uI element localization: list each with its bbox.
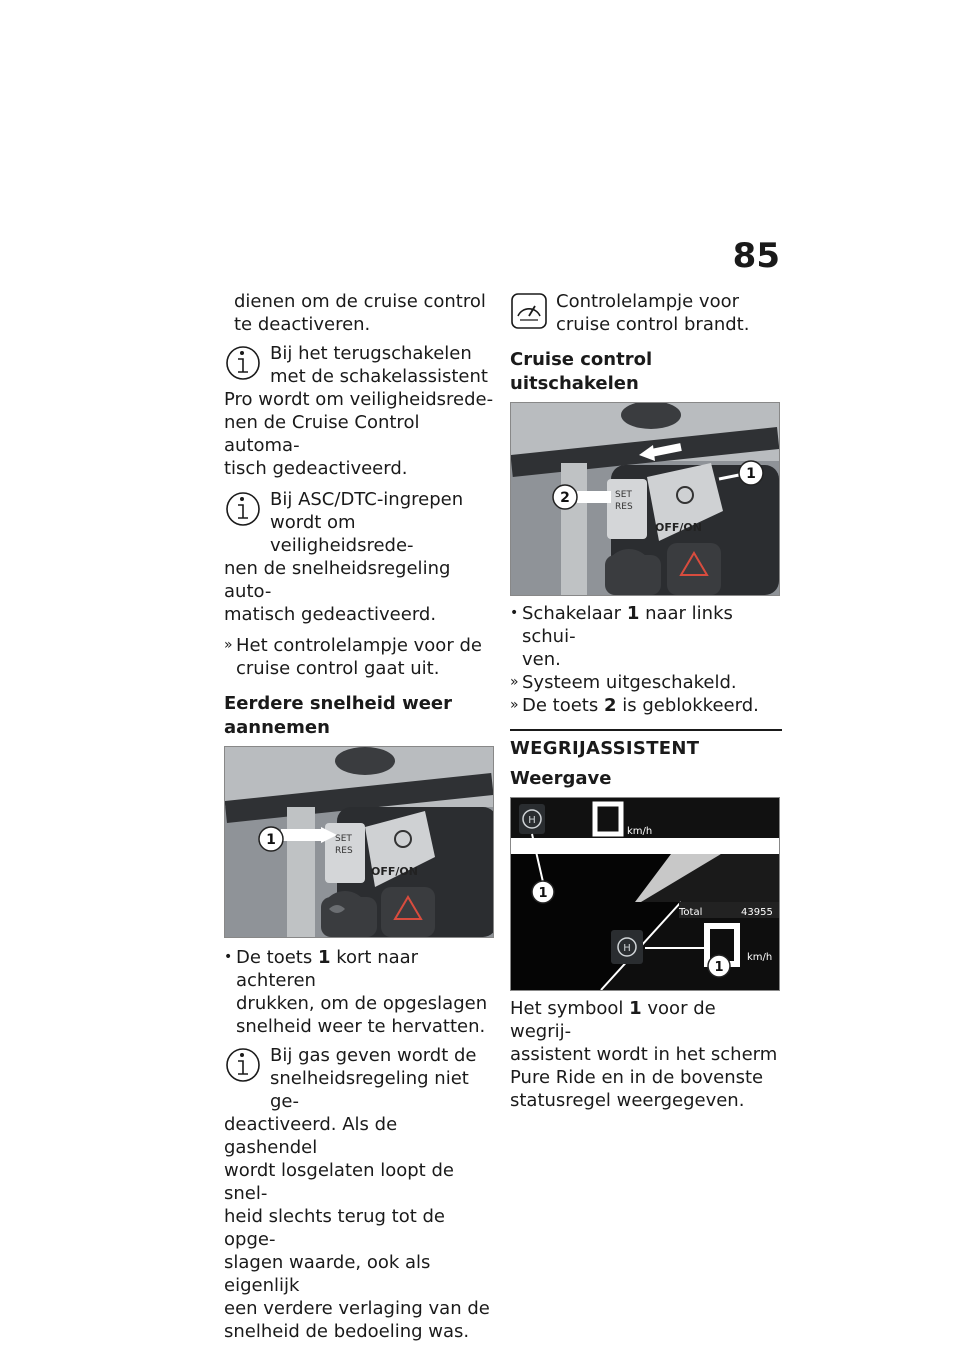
note1-line-4: nen de Cruise Control automa-	[224, 412, 420, 456]
bullet-text-c: ven.	[522, 649, 561, 670]
info-icon	[224, 344, 262, 382]
section-divider	[510, 729, 782, 731]
display-total-label: Total	[679, 907, 703, 918]
photo2-callout-2: 2	[560, 490, 570, 506]
result-lamp-off	[224, 634, 494, 680]
note3-line-5: heid slechts terug tot de opge-	[224, 1206, 445, 1250]
photo-res-label: RES	[335, 846, 353, 856]
display-hold-symbol-bottom: H	[623, 943, 631, 954]
note2-line-4: matisch gedeactiveerd.	[224, 604, 437, 625]
display-hold-symbol-top: H	[528, 815, 536, 826]
bullet-text-b: naar links schui-	[522, 603, 733, 647]
result2-text-b: is geblokkeerd.	[616, 695, 759, 716]
right-column	[510, 290, 782, 1112]
note2-line-3: nen de snelheidsregeling auto-	[224, 558, 451, 602]
result-system-off: Systeem uitgeschakeld.	[522, 672, 737, 693]
subheading-display: Weergave	[510, 768, 612, 789]
bullet-text-a: Schakelaar	[522, 603, 627, 624]
photo-tft-display	[510, 797, 780, 991]
note3-line-2: snelheidsregeling niet ge-	[270, 1068, 469, 1112]
page-number: 85	[732, 236, 780, 276]
result-mark-2: »	[510, 697, 519, 713]
display-kmh-top: km/h	[627, 826, 653, 837]
intro-line-1: dienen om de cruise control	[234, 291, 486, 312]
display-odometer: 43955	[741, 907, 773, 918]
display-description	[510, 997, 782, 1112]
step-press-button	[224, 946, 494, 1038]
note-asc-dtc	[224, 488, 494, 626]
photo2-res-label: RES	[615, 502, 633, 512]
note-downshift	[224, 342, 494, 480]
note-throttle	[224, 1044, 494, 1343]
photo-handlebar-off	[510, 402, 780, 596]
desc-line-2: assistent wordt in het scherm	[510, 1044, 778, 1065]
bullet-mark: •	[510, 605, 519, 621]
note1-line-3: Pro wordt om veiligheidsrede-	[224, 389, 494, 410]
photo-set-label: SET	[335, 834, 352, 844]
note1-line-2: met de schakelassistent	[270, 366, 488, 387]
result2-num: 2	[603, 695, 617, 716]
photo2-set-label: SET	[615, 490, 632, 500]
info-icon	[224, 1046, 262, 1084]
step-line-3: snelheid weer te hervatten.	[236, 1016, 486, 1037]
desc-text-a: Het symbool	[510, 998, 630, 1019]
photo-handlebar-resume	[224, 746, 494, 938]
section-title-hill-start: WEGRIJASSISTENT	[510, 738, 700, 759]
lamp-line-2: cruise control brandt.	[556, 314, 750, 335]
heading-switch-off: Cruise control uitschakelen	[510, 349, 653, 394]
result-mark: »	[224, 637, 233, 653]
step-mark: •	[224, 949, 233, 965]
photo-callout-1: 1	[266, 832, 276, 848]
photo-offon-label: OFF/ON	[371, 865, 418, 878]
result-line-1: Het controlelampje voor de	[236, 635, 482, 656]
note1-line-1: Bij het terugschakelen	[270, 343, 472, 364]
note3-line-6: slagen waarde, ook als eigenlijk	[224, 1252, 431, 1296]
intro-line-2: te deactiveren.	[234, 314, 371, 335]
step-line-2: drukken, om de opgeslagen	[236, 993, 488, 1014]
step-text-b: kort naar achteren	[236, 947, 419, 991]
note3-line-4: wordt losgelaten loopt de snel-	[224, 1160, 454, 1204]
step-text-a: De toets	[236, 947, 318, 968]
desc-text-b: voor de wegrij-	[510, 998, 716, 1042]
cruise-control-lamp-icon	[510, 292, 548, 330]
display-kmh-bottom: km/h	[747, 952, 773, 963]
switch-off-steps	[510, 602, 782, 717]
note3-line-7: een verdere verlaging van de	[224, 1298, 490, 1319]
result-mark-1: »	[510, 674, 519, 690]
bullet-num: 1	[626, 603, 640, 624]
photo2-callout-1: 1	[746, 466, 756, 482]
note3-line-3: deactiveerd. Als de gashendel	[224, 1114, 398, 1158]
note2-line-1: Bij ASC/DTC-ingrepen	[270, 489, 464, 510]
lamp-indicator	[510, 290, 782, 336]
desc-line-3: Pure Ride en in de bovenste	[510, 1067, 764, 1088]
note1-line-5: tisch gedeactiveerd.	[224, 458, 408, 479]
photo2-offon-label: OFF/ON	[655, 521, 702, 534]
note3-line-8: snelheid de bedoeling was.	[224, 1321, 470, 1342]
note3-line-1: Bij gas geven wordt de	[270, 1045, 477, 1066]
heading-resume-line-2: aannemen	[224, 717, 330, 738]
result-line-2: cruise control gaat uit.	[236, 658, 440, 679]
result2-text-a: De toets	[522, 695, 604, 716]
display-callout-1a: 1	[538, 886, 548, 901]
info-icon	[224, 490, 262, 528]
desc-line-4: statusregel weergegeven.	[510, 1090, 745, 1111]
step-num: 1	[317, 947, 331, 968]
desc-num: 1	[629, 998, 642, 1019]
display-callout-1b: 1	[714, 960, 724, 975]
note2-line-2: wordt om veiligheidsrede-	[270, 512, 414, 556]
lamp-line-1: Controlelampje voor	[556, 291, 740, 312]
left-column	[224, 290, 494, 1343]
heading-resume-line-1: Eerdere snelheid weer	[224, 693, 452, 714]
